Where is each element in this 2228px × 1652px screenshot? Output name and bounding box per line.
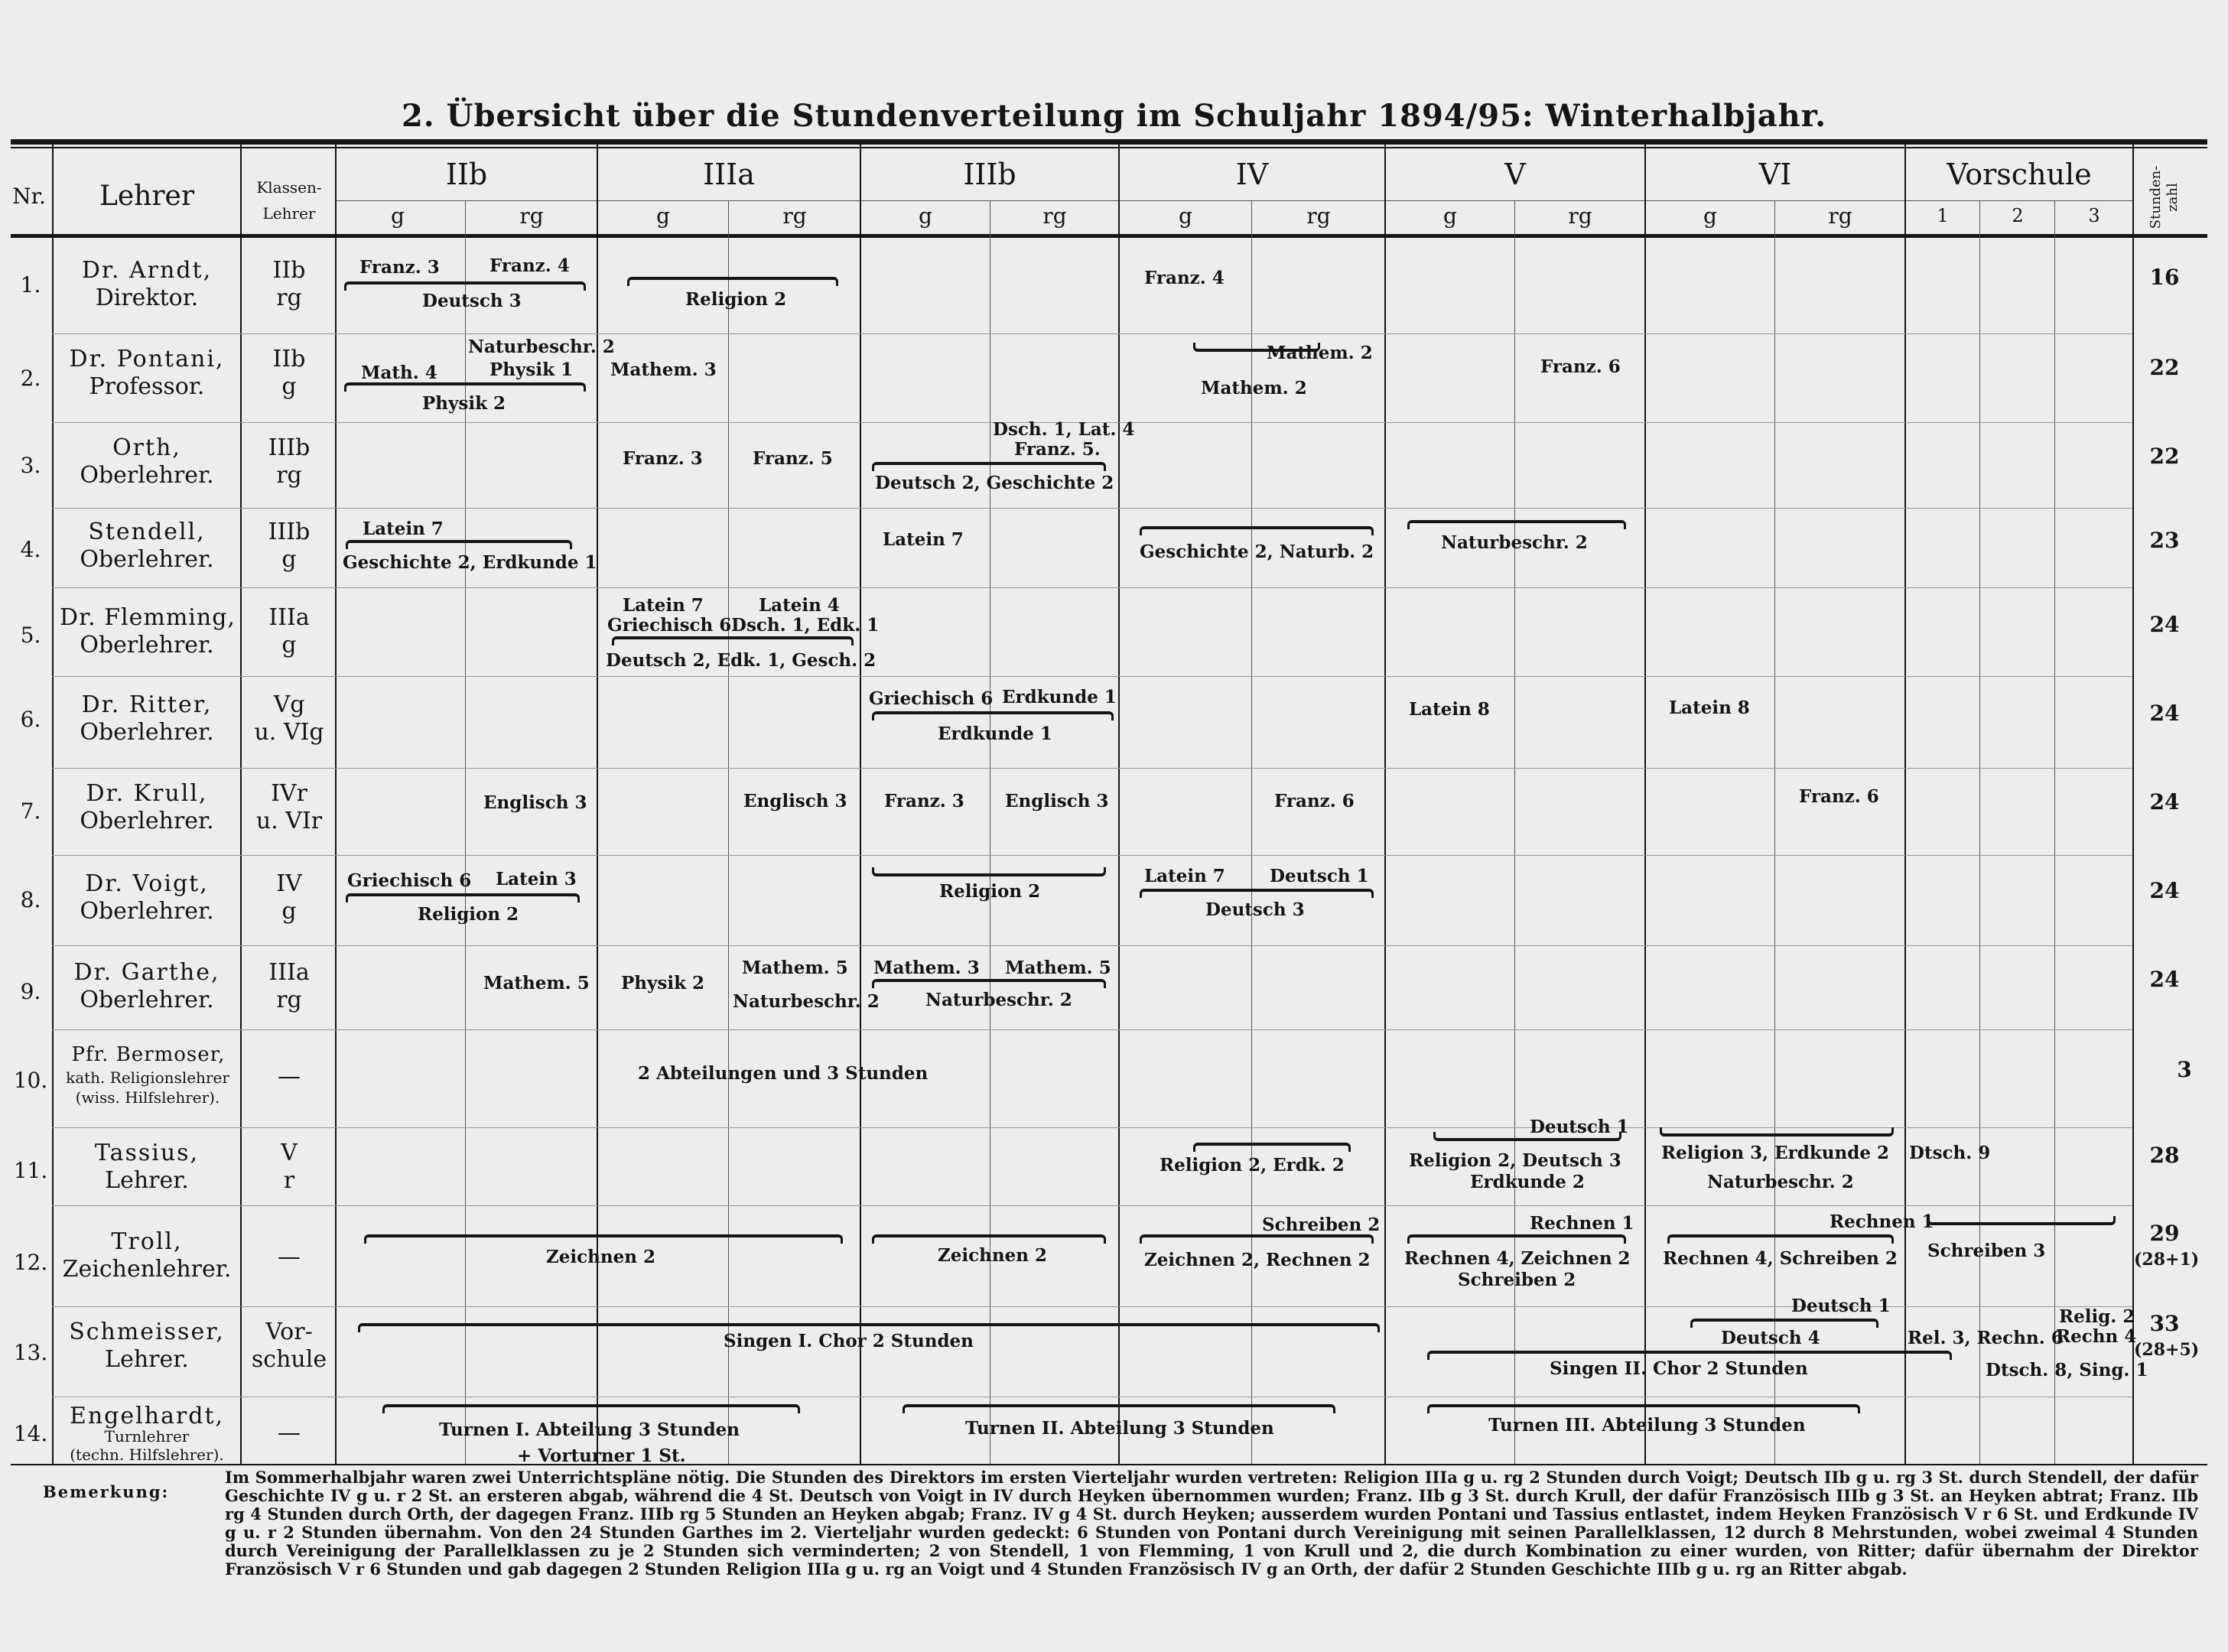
vline-vs-3	[2054, 200, 2055, 1465]
r2-e5: Mathem. 3	[610, 359, 717, 380]
row11-title: Lehrer.	[105, 1167, 189, 1194]
sub-rg-iiia: rg	[782, 203, 807, 229]
sub-vorschule-2: 2	[2012, 205, 2024, 226]
r3-e5: Deutsch 2, Geschichte 2	[875, 473, 1114, 493]
r7-e3: Franz. 3	[884, 791, 964, 811]
vline-iiia-rg	[728, 200, 729, 1465]
r6-e1: Griechisch 6	[869, 688, 994, 709]
row7-kl1: IVr	[271, 780, 307, 807]
row13-total: 33	[2149, 1311, 2180, 1336]
vline-vi	[1644, 144, 1646, 1465]
row8-kl1: IV	[276, 870, 302, 897]
row13-total2: (28+5)	[2134, 1340, 2200, 1360]
r6-e4: Latein 8	[1409, 699, 1490, 720]
row7-nr: 7.	[20, 798, 41, 824]
r6-e3: Erdkunde 1	[938, 724, 1052, 744]
r5-e5: Deutsch 2, Edk. 1, Gesch. 2	[606, 650, 877, 671]
row10-total: 3	[2177, 1057, 2192, 1082]
row1-title: Direktor.	[95, 285, 199, 311]
r9-e3: Mathem. 5	[742, 958, 848, 978]
r14-e1: Turnen I. Abteilung 3 Stunden	[439, 1419, 740, 1440]
remark-label: Bemerkung:	[43, 1482, 170, 1501]
r4-brace3	[1407, 520, 1626, 529]
r2-e3: Physik 1	[490, 359, 574, 380]
r4-brace2	[1140, 526, 1374, 535]
row-line-11	[52, 1205, 2132, 1206]
row13-kl2: schule	[251, 1346, 327, 1373]
sub-rg-iiib: rg	[1042, 203, 1067, 229]
row8-title: Oberlehrer.	[80, 898, 214, 925]
r11-e6: Naturbeschr. 2	[1707, 1172, 1854, 1192]
row13-name: Schmeisser,	[69, 1319, 225, 1345]
r2-e7: Mathem. 2	[1201, 378, 1307, 398]
remark-text: Im Sommerhalbjahr waren zwei Unterrichtspläne nötig. Die Stunden des Direktors im ersten Vierteljahr wurden vertreten: Religion IIIa g u. rg 2 Stunden durch Voigt; Deutsch IIb g u. rg 3 St. durch Stendell, der dafür Geschichte IV g u. r 2 St. an ersteren abgab, während die 4 St. Deutsch von Voigt in IV durch Heyken übernommen wurden; Franz. IIb g 3 St. durch Krull, der dafür Französisch IIIb g 3 St. an Heyken abtrat; Franz. IIb rg 4 Stunden durch Orth, der dagegen Franz. IIIb rg 5 Stunden an Heyken abgab; Franz. IV g 4 St. durch Heyken; ausserdem wurden Pontani und Tassius entlastet, indem Heyken Französisch V r 6 St. und Erdkunde IV g u. r 2 Stunden übernahm. Von den 24 Stunden Garthes im 2. Vierteljahr wurden gedeckt: 6 Stunden von Pontani durch Vereinigung mit seinen Parallelklassen, 12 durch 8 Mehrstunden, wobei zweimal 4 Stunden durch Vereinigung der Parallelklassen zu je 2 Stunden sich verminderten; 2 von Stendell, 1 von Flemming, 1 von Krull und 2, die durch Kombination zu einer wurden, von Ritter; dafür übernahm der Direktor Französisch V r 6 Stunden und gab dagegen 2 Stunden Religion IIIa g u. rg an Voigt und 4 Stunden Französisch IV g an Orth, der dafür 2 Stunden Geschichte IIIb g u. rg an Ritter abgab.	[225, 1468, 2198, 1579]
r9-e2: Physik 2	[621, 973, 705, 993]
r8-e5: Latein 7	[1144, 866, 1225, 886]
row3-name: Orth,	[112, 434, 181, 461]
row14-nr: 14.	[13, 1421, 48, 1446]
r8-brace3	[1140, 889, 1374, 898]
r12-e7: Rechnen 4, Zeichnen 2	[1404, 1248, 1631, 1269]
row9-title: Oberlehrer.	[80, 987, 214, 1013]
row8-name: Dr. Voigt,	[85, 870, 209, 897]
row13-kl1: Vor-	[265, 1319, 313, 1345]
r11-e3: Religion 2, Deutsch 3	[1409, 1150, 1621, 1171]
row11-nr: 11.	[13, 1158, 48, 1183]
r4-e5: Naturbeschr. 2	[1441, 532, 1588, 553]
row-line-4	[52, 587, 2132, 588]
row2-total: 22	[2149, 355, 2180, 380]
r3-e4: Franz. 5.	[1014, 439, 1101, 460]
header-class-v: V	[1504, 158, 1526, 191]
r12-e3: Rechnen 1	[1830, 1211, 1934, 1232]
r11-brace2	[1660, 1127, 1894, 1137]
r8-e1: Griechisch 6	[347, 870, 472, 891]
r7-e6: Franz. 6	[1799, 786, 1879, 807]
sub-vorschule-3: 3	[2088, 205, 2100, 226]
sub-g-iv: g	[1179, 203, 1192, 229]
header-class-vi: VI	[1758, 158, 1792, 191]
r1-e2: Franz. 4	[490, 255, 570, 276]
r1-brace2	[627, 277, 838, 286]
r10-e1: 2 Abteilungen und 3 Stunden	[638, 1063, 929, 1084]
r12-brace6	[1927, 1216, 2116, 1225]
row9-total: 24	[2149, 967, 2180, 992]
r3-brace1	[872, 462, 1106, 471]
row4-total: 23	[2149, 528, 2180, 553]
header-stundenzahl-2: zahl	[2165, 183, 2181, 212]
r4-e2: Geschichte 2, Erdkunde 1	[343, 552, 597, 573]
r2-e8: Franz. 6	[1540, 356, 1621, 377]
sub-rg-iv: rg	[1306, 203, 1331, 229]
r3-e1: Franz. 3	[623, 448, 703, 469]
r1-e4: Religion 2	[685, 289, 787, 310]
header-klassenlehrer-1: Klassen-	[256, 178, 322, 197]
row10-nr: 10.	[13, 1068, 48, 1093]
row4-name: Stendell,	[88, 519, 206, 545]
row14-title: Turnlehrer	[104, 1427, 190, 1446]
r1-e3: Deutsch 3	[422, 291, 522, 311]
row2-title: Professor.	[89, 373, 205, 400]
row1-kl1: IIb	[272, 257, 306, 284]
row10-name: Pfr. Bermoser,	[71, 1043, 226, 1066]
row5-total: 24	[2149, 612, 2180, 637]
r7-e5: Franz. 6	[1274, 791, 1355, 811]
sub-g-iiib: g	[919, 203, 932, 229]
r13-brace2	[1690, 1319, 1878, 1328]
r12-e9: Rechnen 4, Schreiben 2	[1663, 1248, 1898, 1269]
r2-e1: Math. 4	[361, 363, 437, 383]
sub-rg-v: rg	[1568, 203, 1592, 229]
row8-total: 24	[2149, 878, 2180, 903]
sub-g-iib: g	[391, 203, 405, 229]
r13-e4: Singen I. Chor 2 Stunden	[724, 1331, 974, 1351]
r12-brace4	[1407, 1234, 1626, 1244]
r12-brace3	[1140, 1234, 1374, 1244]
r13-e6: Rel. 3, Rechn. 6	[1908, 1328, 2064, 1348]
r9-e5: Mathem. 3	[873, 958, 980, 978]
header-stundenzahl-1: Stunden-	[2148, 165, 2164, 229]
row2-name: Dr. Pontani,	[69, 346, 225, 372]
r6-brace1	[872, 711, 1114, 720]
page-title: 2. Übersicht über die Stundenverteilung im Schuljahr 1894/95: Winterhalbjahr.	[401, 98, 1827, 134]
r6-e5: Latein 8	[1669, 698, 1750, 718]
row5-name: Dr. Flemming,	[60, 604, 236, 631]
row9-kl2: rg	[276, 987, 302, 1013]
r11-brace1	[1193, 1143, 1351, 1152]
header-lehrer: Lehrer	[99, 180, 195, 212]
class-sub-rule	[337, 200, 2132, 201]
row12-total: 29	[2149, 1221, 2180, 1246]
row1-nr: 1.	[20, 272, 41, 298]
header-vorschule: Vorschule	[1947, 158, 2092, 191]
r14-brace1	[382, 1404, 800, 1413]
r4-e4: Geschichte 2, Naturb. 2	[1140, 541, 1374, 562]
header-klassenlehrer-2: Lehrer	[262, 204, 316, 223]
row8-nr: 8.	[20, 887, 41, 912]
r9-brace1	[872, 979, 1106, 988]
row5-nr: 5.	[20, 623, 41, 648]
r13-e8: Dtsch. 8, Sing. 1	[1986, 1360, 2148, 1380]
row4-kl2: g	[281, 546, 297, 573]
r12-e2: Rechnen 1	[1530, 1213, 1634, 1234]
r13-e1: Deutsch 1	[1791, 1296, 1891, 1316]
r5-brace1	[612, 636, 854, 646]
r9-e7: Naturbeschr. 2	[925, 990, 1072, 1010]
row6-kl2: u. VIg	[254, 719, 324, 746]
vline-vs-2	[1979, 200, 1980, 1465]
sub-g-v: g	[1443, 203, 1457, 229]
row-line-1	[52, 333, 2132, 334]
r11-e5: Religion 3, Erdkunde 2	[1661, 1143, 1889, 1163]
row12-total2: (28+1)	[2134, 1250, 2200, 1270]
r12-brace1	[364, 1234, 843, 1244]
row9-nr: 9.	[20, 979, 41, 1004]
row2-nr: 2.	[20, 366, 41, 391]
header-bottom-rule	[11, 234, 2207, 238]
row2-kl1: IIb	[272, 346, 306, 372]
row7-kl2: u. VIr	[255, 808, 323, 834]
row11-kl1: V	[281, 1140, 298, 1166]
r1-e1: Franz. 3	[359, 257, 440, 278]
row6-title: Oberlehrer.	[80, 719, 214, 746]
r8-e3: Religion 2	[418, 904, 519, 925]
r8-brace2	[872, 867, 1106, 876]
row-line-3	[52, 508, 2132, 509]
row-line-9	[52, 1029, 2132, 1030]
r1-e5: Franz. 4	[1144, 268, 1225, 288]
sub-g-vi: g	[1703, 203, 1717, 229]
r3-e2: Franz. 5	[753, 448, 833, 469]
sub-g-iiia: g	[656, 203, 670, 229]
vline-v	[1384, 144, 1386, 1465]
row12-kl1: —	[278, 1244, 301, 1270]
row3-kl1: IIIb	[268, 434, 311, 461]
r12-e4: Zeichnen 2	[546, 1247, 655, 1267]
header-stundenzahl	[2142, 153, 2187, 233]
row6-kl1: Vg	[273, 691, 305, 718]
row9-kl1: IIIa	[268, 959, 310, 986]
r9-e1: Mathem. 5	[483, 973, 590, 993]
r12-brace2	[872, 1234, 1106, 1244]
row-line-7	[52, 855, 2132, 856]
row14-name: Engelhardt,	[69, 1403, 225, 1429]
r12-e8: Schreiben 2	[1458, 1270, 1576, 1290]
r5-e4: Dsch. 1, Edk. 1	[731, 615, 880, 636]
row10-title: kath. Religionslehrer	[66, 1068, 229, 1087]
sub-vorschule-1: 1	[1937, 205, 1949, 226]
vline-kl	[335, 144, 337, 1465]
vline-iiib	[860, 144, 861, 1465]
r14-e4: + Vorturner 1 St.	[517, 1446, 686, 1466]
r11-e7: Dtsch. 9	[1909, 1143, 1991, 1163]
r2-e2: Naturbeschr. 2	[468, 337, 615, 357]
sub-rg-vi: rg	[1828, 203, 1852, 229]
row12-name: Troll,	[111, 1228, 183, 1255]
r8-brace1	[346, 893, 580, 902]
row10-title2: (wiss. Hilfslehrer).	[75, 1088, 220, 1107]
r12-e1: Schreiben 2	[1262, 1215, 1381, 1235]
r8-e7: Deutsch 3	[1205, 899, 1305, 920]
row6-nr: 6.	[20, 707, 41, 732]
header-class-iv: IV	[1235, 158, 1269, 191]
vline-vi-rg	[1774, 200, 1775, 1465]
r9-e4: Naturbeschr. 2	[733, 991, 880, 1012]
row10-kl1: —	[278, 1063, 301, 1090]
r14-brace3	[1427, 1404, 1860, 1413]
r14-brace2	[903, 1404, 1335, 1413]
r7-e1: Englisch 3	[483, 792, 587, 813]
row8-kl2: g	[281, 898, 297, 925]
r11-e4: Erdkunde 2	[1470, 1172, 1585, 1192]
table-bottom-rule	[11, 1464, 2207, 1465]
r11-e2: Religion 2, Erdk. 2	[1160, 1155, 1345, 1176]
r12-e10: Schreiben 3	[1927, 1241, 2046, 1261]
row4-title: Oberlehrer.	[80, 546, 214, 573]
row-line-8	[52, 945, 2132, 946]
r2-brace1	[344, 382, 586, 392]
vline-lehrer	[240, 144, 242, 1465]
row1-name: Dr. Arndt,	[81, 257, 213, 284]
row4-kl1: IIIb	[268, 519, 311, 545]
row5-title: Oberlehrer.	[80, 632, 214, 659]
row1-total: 16	[2149, 265, 2180, 290]
vline-vorschule	[1904, 144, 1906, 1465]
row3-kl2: rg	[276, 462, 302, 489]
r13-e5: Deutsch 4	[1721, 1328, 1820, 1348]
r8-e6: Deutsch 1	[1270, 866, 1369, 886]
r3-e3: Dsch. 1, Lat. 4	[993, 419, 1135, 440]
row3-nr: 3.	[20, 453, 41, 478]
header-class-iiib: IIIb	[963, 158, 1016, 191]
header-klassenlehrer	[243, 174, 335, 226]
row7-title: Oberlehrer.	[80, 808, 214, 834]
r2-e6: Mathem. 2	[1267, 343, 1373, 363]
header-class-iiia: IIIa	[703, 158, 755, 191]
r5-e3: Latein 4	[759, 595, 840, 616]
r13-e2: Relig. 2	[2059, 1306, 2135, 1327]
r6-e2: Erdkunde 1	[1002, 687, 1117, 707]
row-line-6	[52, 768, 2132, 769]
r14-e3: Turnen III. Abteilung 3 Stunden	[1488, 1415, 1806, 1436]
r13-e3: Rechn 4	[2056, 1326, 2137, 1347]
r12-e5: Zeichnen 2	[938, 1245, 1047, 1266]
r7-e4: Englisch 3	[1005, 791, 1109, 811]
r1-brace1	[344, 281, 586, 291]
r4-e1: Latein 7	[363, 519, 444, 539]
row11-kl2: r	[283, 1167, 295, 1194]
row13-nr: 13.	[13, 1340, 48, 1365]
r4-e3: Latein 7	[883, 529, 964, 550]
r2-e4: Physik 2	[422, 393, 506, 414]
row4-nr: 4.	[20, 537, 41, 562]
header-nr: Nr.	[12, 184, 46, 209]
row3-total: 22	[2149, 444, 2180, 469]
row13-title: Lehrer.	[105, 1346, 189, 1373]
r9-e6: Mathem. 5	[1005, 958, 1111, 978]
r11-e1: Deutsch 1	[1530, 1117, 1629, 1137]
row14-title2: (techn. Hilfslehrer).	[70, 1446, 224, 1464]
r7-e2: Englisch 3	[743, 791, 847, 811]
sub-rg-iib: rg	[519, 203, 544, 229]
row7-name: Dr. Krull,	[86, 780, 208, 807]
r8-e2: Latein 3	[496, 869, 577, 889]
row11-total: 28	[2149, 1143, 2180, 1168]
row1-kl2: rg	[276, 285, 302, 311]
r5-e1: Latein 7	[623, 595, 704, 616]
row11-name: Tassius,	[94, 1140, 200, 1166]
r14-e2: Turnen II. Abteilung 3 Stunden	[965, 1418, 1274, 1439]
row7-total: 24	[2149, 789, 2180, 815]
row5-kl2: g	[281, 632, 297, 659]
r12-e6: Zeichnen 2, Rechnen 2	[1144, 1250, 1371, 1270]
r13-e7: Singen II. Chor 2 Stunden	[1550, 1358, 1808, 1379]
row6-total: 24	[2149, 701, 2180, 726]
row12-title: Zeichenlehrer.	[62, 1256, 232, 1283]
r5-e2: Griechisch 6	[607, 615, 732, 636]
row5-kl1: IIIa	[268, 604, 310, 631]
r12-brace5	[1667, 1234, 1894, 1244]
r4-brace1	[346, 540, 572, 549]
row-line-5	[52, 676, 2132, 677]
row6-name: Dr. Ritter,	[81, 691, 213, 718]
header-class-iib: IIb	[445, 158, 488, 191]
vline-iv	[1118, 144, 1120, 1465]
row9-name: Dr. Garthe,	[73, 959, 220, 986]
row14-kl1: —	[278, 1419, 301, 1446]
row12-nr: 12.	[13, 1250, 48, 1275]
r8-e4: Religion 2	[939, 881, 1041, 902]
row2-kl2: g	[281, 373, 297, 400]
row3-title: Oberlehrer.	[80, 462, 214, 489]
